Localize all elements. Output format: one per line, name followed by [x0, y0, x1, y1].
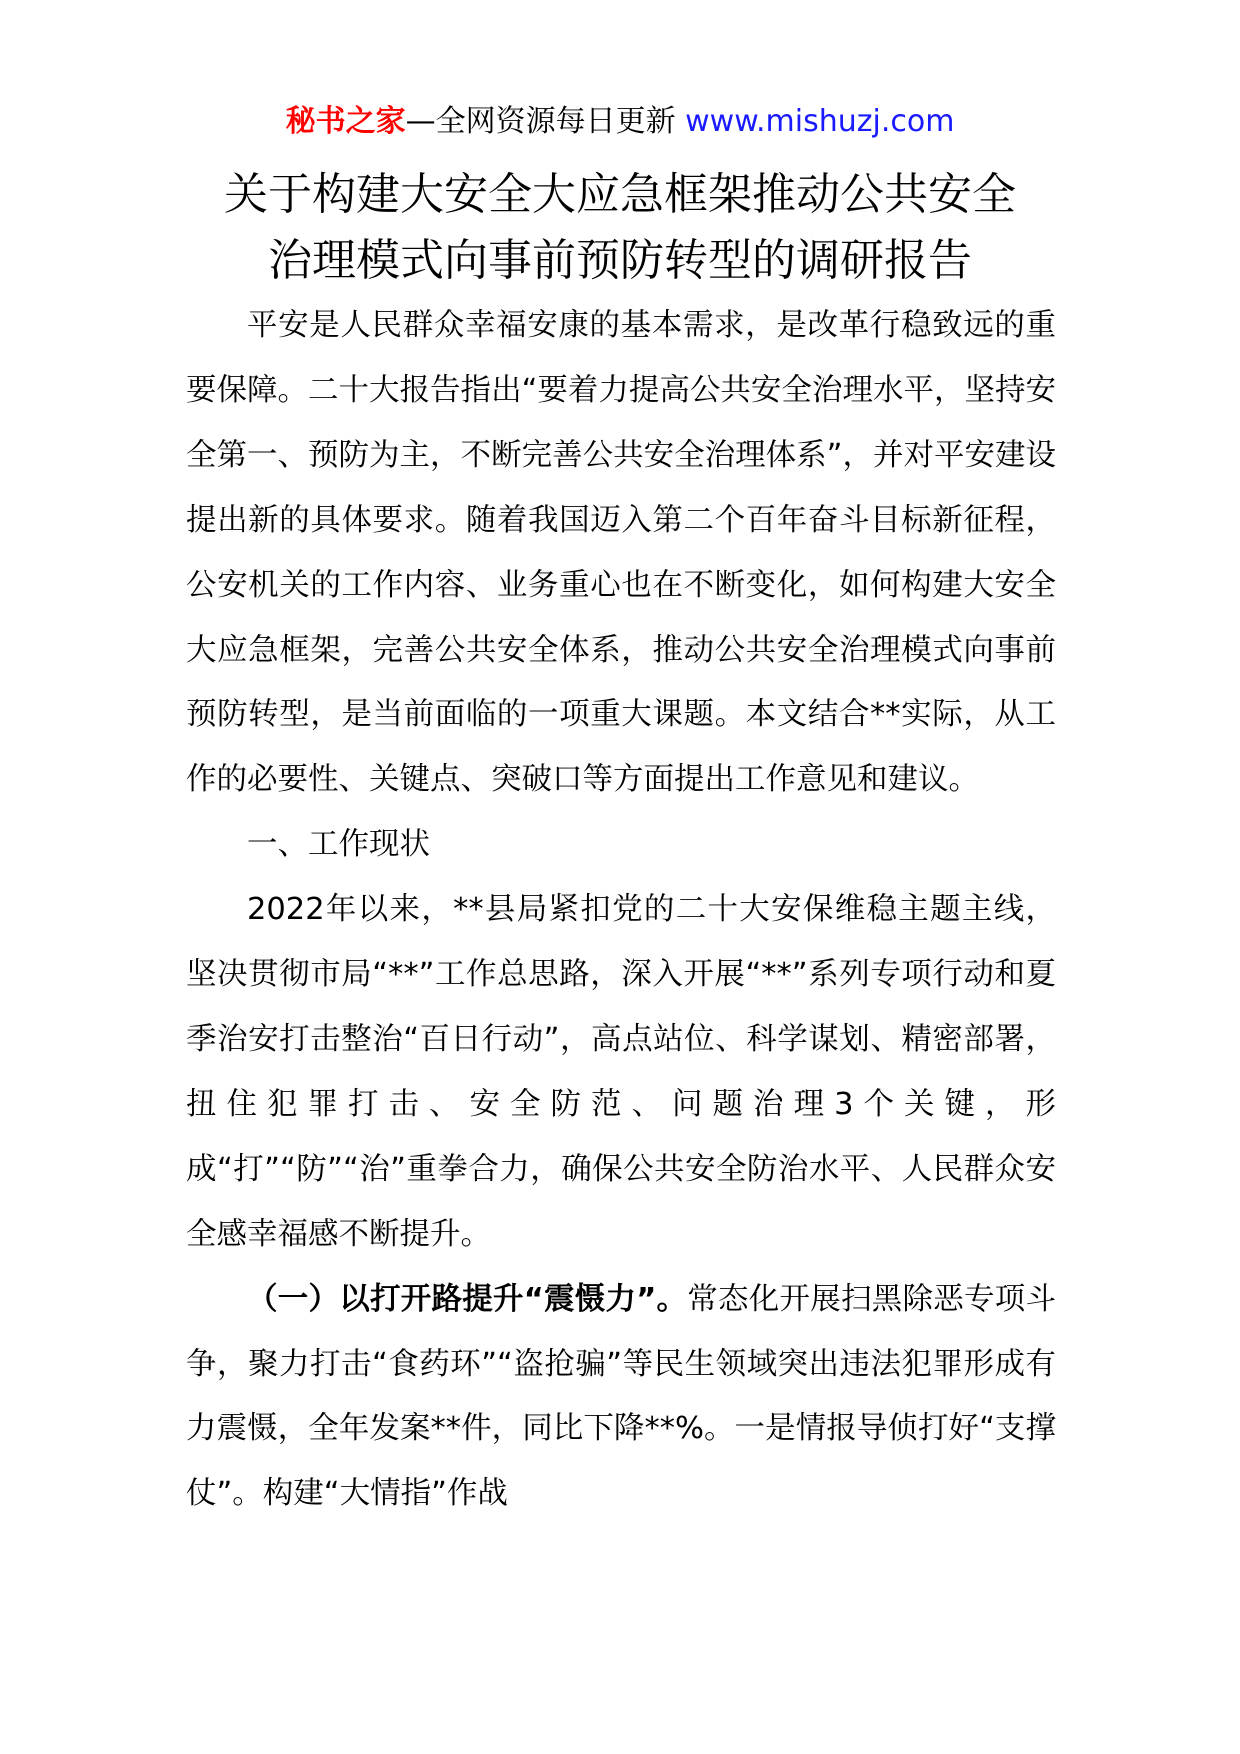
site-tagline: —全网资源每日更新 — [405, 104, 686, 139]
site-header — [0, 102, 1240, 142]
site-brand: 秘书之家 — [285, 104, 406, 139]
section-heading-current-status: 一、工作现状 — [247, 827, 430, 863]
paragraph-current-status: 2022年以来，**县局紧扣党的二十大安保维稳主题主线，坚决贯彻市局“**”工作总思路，深入开展“**”系列专项行动和夏季治安打击整治“百日行动”，高点站位、科学谋划、精密部署，扭住犯罪打击、安全防范、问题治理3个关键，形成“打”“防”“治”重拳合力，确保公共安全防治水平、人民群众安全感幸福感不断提升。 — [186, 892, 1056, 1252]
paragraph-subsection-1 — [186, 1268, 1056, 1528]
document-title — [0, 162, 1240, 294]
document-body — [186, 294, 1056, 1527]
paragraph-intro: 平安是人民群众幸福安康的基本需求，是改革行稳致远的重要保障。二十大报告指出“要着力提高公共安全治理水平，坚持安全第一、预防为主，不断完善公共安全治理体系”，并对平安建设提出新的具体要求。随着我国迈入第二个百年奋斗目标新征程，公安机关的工作内容、业务重心也在不断变化，如何构建大安全大应急框架，完善公共安全体系，推动公共安全治理模式向事前预防转型，是当前面临的一项重大课题。本文结合**实际，从工作的必要性、关键点、突破口等方面提出工作意见和建议。 — [186, 308, 1056, 798]
subsection-1-heading: （一）以打开路提升“震慑力”。 — [247, 1281, 688, 1317]
subsection-1-text: 常态化开展扫黑除恶专项斗争，聚力打击“食药环”“盗抢骗”等民生领域突出违法犯罪形成有力震慑，全年发案**件，同比下降**%。一是情报导侦打好“支撑仗”。构建“大情指”作战 — [186, 1281, 1057, 1512]
site-url-link[interactable]: www.mishuzj.com — [685, 104, 955, 139]
document-title-line-2: 治理模式向事前预防转型的调研报告 — [268, 235, 972, 286]
document-title-line-1: 关于构建大安全大应急框架推动公共安全 — [224, 169, 1016, 220]
